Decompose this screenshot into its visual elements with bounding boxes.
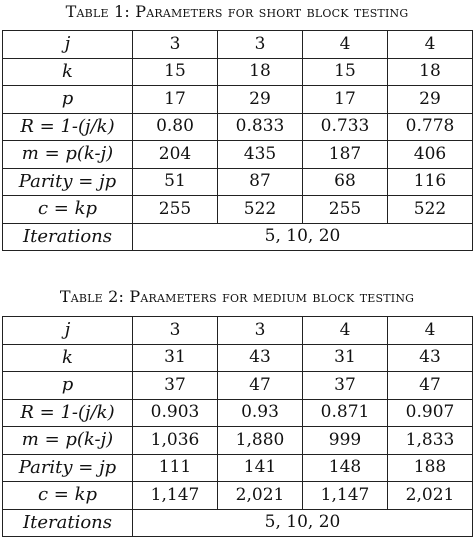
row-label-c: c = kp xyxy=(3,482,133,510)
table-cell: 0.903 xyxy=(133,399,218,427)
row-label-m: m = p(k-j) xyxy=(3,141,133,169)
table-cell: 3 xyxy=(218,317,303,345)
table-cell: 43 xyxy=(218,344,303,372)
table-cell: 2,021 xyxy=(388,482,473,510)
table-cell: 47 xyxy=(218,372,303,400)
table-cell: 29 xyxy=(388,86,473,114)
table-row xyxy=(3,317,473,345)
table-cell: 17 xyxy=(133,86,218,114)
table-cell: 0.833 xyxy=(218,113,303,141)
table-cell: 255 xyxy=(133,196,218,224)
iterations-value: 5, 10, 20 xyxy=(133,223,473,251)
table-cell: 0.93 xyxy=(218,399,303,427)
table-cell: 29 xyxy=(218,86,303,114)
table-cell: 0.80 xyxy=(133,113,218,141)
table-cell: 148 xyxy=(303,454,388,482)
table-cell: 4 xyxy=(388,317,473,345)
table-cell: 3 xyxy=(133,31,218,59)
table-cell: 3 xyxy=(218,31,303,59)
table-cell: 116 xyxy=(388,168,473,196)
row-label-k: k xyxy=(3,58,133,86)
table-cell: 0.871 xyxy=(303,399,388,427)
row-label-p: p xyxy=(3,372,133,400)
table-cell: 18 xyxy=(388,58,473,86)
table-row xyxy=(3,482,473,510)
table-cell: 111 xyxy=(133,454,218,482)
table-cell: 0.733 xyxy=(303,113,388,141)
table-cell: 15 xyxy=(133,58,218,86)
table-cell: 68 xyxy=(303,168,388,196)
table-cell: 1,833 xyxy=(388,427,473,455)
table-1-caption: Table 1: Parameters for short block testing xyxy=(65,2,409,21)
table-cell: 187 xyxy=(303,141,388,169)
table-cell: 1,147 xyxy=(303,482,388,510)
table-cell: 2,021 xyxy=(218,482,303,510)
table-cell: 51 xyxy=(133,168,218,196)
table-row xyxy=(3,344,473,372)
table-cell: 18 xyxy=(218,58,303,86)
table-row xyxy=(3,454,473,482)
row-label-iterations: Iterations xyxy=(3,223,133,251)
table-cell: 15 xyxy=(303,58,388,86)
table-row xyxy=(3,168,473,196)
table-2-caption: Table 2: Parameters for medium block testing xyxy=(59,287,415,306)
table-cell: 1,147 xyxy=(133,482,218,510)
table-cell: 1,880 xyxy=(218,427,303,455)
row-label-p: p xyxy=(3,86,133,114)
iterations-value: 5, 10, 20 xyxy=(133,509,473,537)
table-cell: 999 xyxy=(303,427,388,455)
table-cell: 522 xyxy=(388,196,473,224)
table-row xyxy=(3,196,473,224)
table-row xyxy=(3,113,473,141)
row-label-parity: Parity = jp xyxy=(3,454,133,482)
table-row xyxy=(3,58,473,86)
table-row xyxy=(3,141,473,169)
table-cell: 522 xyxy=(218,196,303,224)
table-row xyxy=(3,372,473,400)
table-cell: 87 xyxy=(218,168,303,196)
table-cell: 3 xyxy=(133,317,218,345)
table-row xyxy=(3,399,473,427)
table-cell: 31 xyxy=(303,344,388,372)
table-cell: 47 xyxy=(388,372,473,400)
row-label-iterations: Iterations xyxy=(3,509,133,537)
row-label-j: j xyxy=(3,317,133,345)
row-label-rate: R = 1-(j/k) xyxy=(3,399,133,427)
table-cell: 4 xyxy=(388,31,473,59)
table-cell: 4 xyxy=(303,31,388,59)
table-cell: 31 xyxy=(133,344,218,372)
table-cell: 37 xyxy=(133,372,218,400)
table-cell: 1,036 xyxy=(133,427,218,455)
table-cell: 43 xyxy=(388,344,473,372)
row-label-k: k xyxy=(3,344,133,372)
table-cell: 255 xyxy=(303,196,388,224)
short-block-parameters-table xyxy=(2,30,473,251)
table-row xyxy=(3,31,473,59)
table-cell: 17 xyxy=(303,86,388,114)
table-cell: 188 xyxy=(388,454,473,482)
table-cell: 204 xyxy=(133,141,218,169)
row-label-c: c = kp xyxy=(3,196,133,224)
medium-block-parameters-table xyxy=(2,316,473,537)
table-row xyxy=(3,86,473,114)
table-row xyxy=(3,509,473,537)
table-cell: 4 xyxy=(303,317,388,345)
table-row xyxy=(3,223,473,251)
row-label-m: m = p(k-j) xyxy=(3,427,133,455)
table-cell: 37 xyxy=(303,372,388,400)
table-cell: 141 xyxy=(218,454,303,482)
table-cell: 0.778 xyxy=(388,113,473,141)
table-cell: 406 xyxy=(388,141,473,169)
row-label-parity: Parity = jp xyxy=(3,168,133,196)
row-label-rate: R = 1-(j/k) xyxy=(3,113,133,141)
row-label-j: j xyxy=(3,31,133,59)
table-cell: 0.907 xyxy=(388,399,473,427)
table-row xyxy=(3,427,473,455)
table-cell: 435 xyxy=(218,141,303,169)
